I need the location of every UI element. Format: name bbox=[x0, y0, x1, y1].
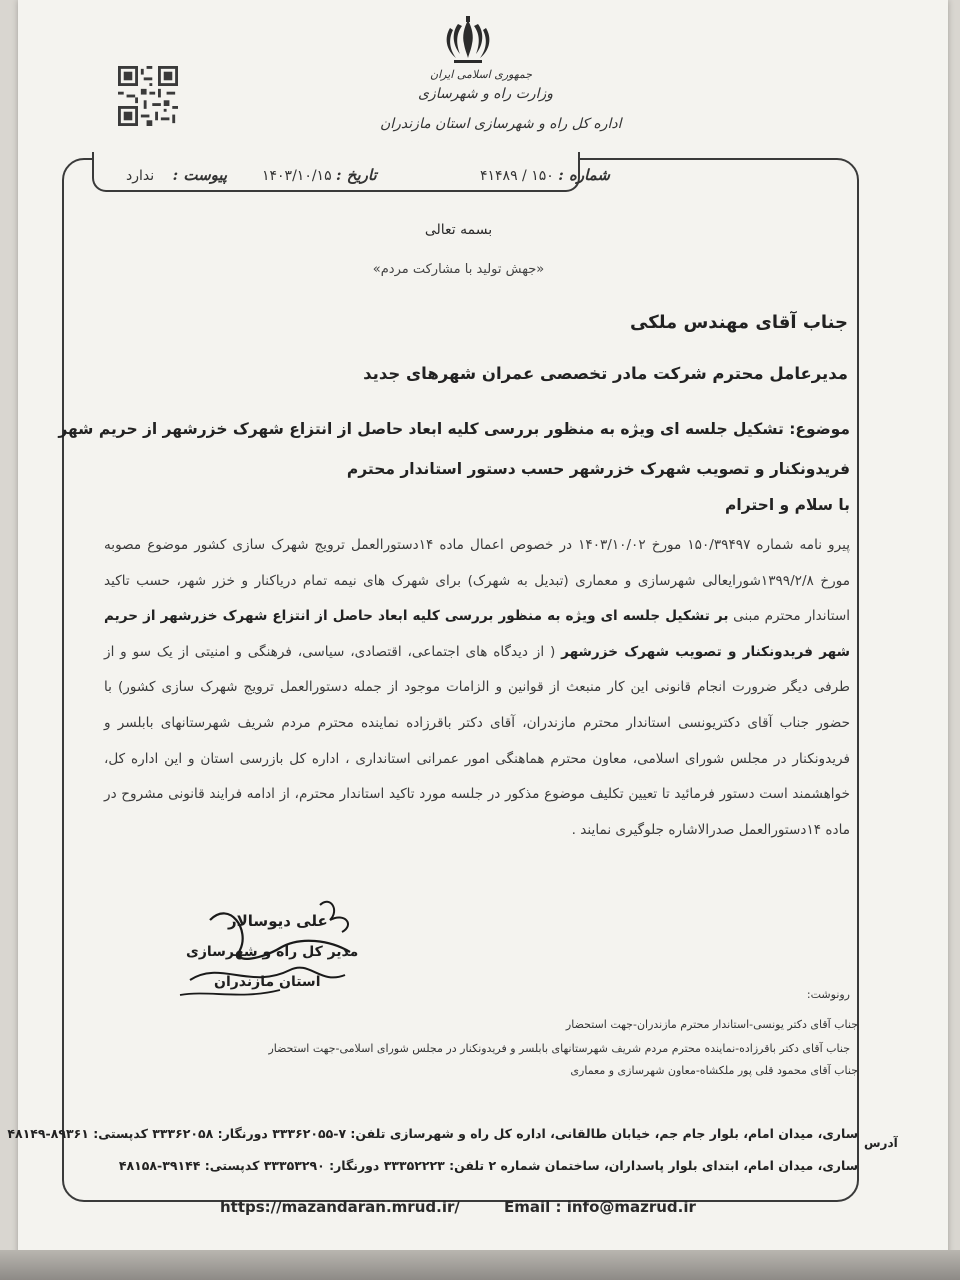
signer-title-2: استان مازندران bbox=[214, 974, 321, 990]
body-part-1: پیرو نامه شماره ۱۵۰/۳۹۴۹۷ مورخ ۱۴۰۳/۱۰/۰۲ در خصوص اعمال ماده ۱۴دستورالعمل ترویج شهرک سازی کشور موضوع مصوبه مورخ ۱۳۹۹/۲/۸شورایعالی شهرسازی و معماری (تبدیل به شهرک) برای شهرک های نیمه تمام دریاکنار و خزر شهر، حسب تاکید استاندار محترم مبنی bbox=[104, 537, 851, 625]
body-bold: بر تشکیل جلسه ای ویژه به منظور بررسی کلیه ابعاد حاصل از انتزاع شهرک خزرشهر از حریم شهر فریدونکنار و تصویب شهرک خزرشهر bbox=[104, 608, 850, 660]
number-value: ۱۵۰ / ۴۱۴۸۹ bbox=[480, 168, 554, 184]
letter-body bbox=[104, 528, 850, 848]
number-label: شماره : bbox=[558, 166, 610, 184]
attachment-value: ندارد bbox=[126, 168, 155, 184]
subject-line-2: فریدونکنار و تصویب شهرک خزرشهر حسب دستور استاندار محترم bbox=[346, 460, 850, 478]
subject-line-1: موضوع: تشکیل جلسه ای ویژه به منظور بررسی کلیه ابعاد حاصل از انتزاع شهرک خزرشهر از حریم شهر bbox=[58, 420, 850, 438]
address-label: آدرس bbox=[864, 1136, 898, 1150]
meta-number bbox=[480, 166, 610, 184]
addressee-title: مدیرعامل محترم شرکت مادر تخصصی عمران شهرهای جدید bbox=[363, 364, 848, 383]
meta-attachment bbox=[126, 166, 227, 184]
header-country: جمهوری اسلامی ایران bbox=[430, 68, 533, 81]
meta-date bbox=[262, 166, 377, 184]
header-ministry: وزارت راه و شهرسازی bbox=[418, 86, 554, 102]
attachment-label: پیوست : bbox=[172, 166, 228, 184]
email-link[interactable]: Email : info@mazrud.ir bbox=[504, 1198, 696, 1216]
background-edge bbox=[0, 1250, 960, 1280]
address-line-2: ساری، میدان امام، ابتدای بلوار پاسداران، ساختمان شماره ۲ تلفن: ۳۳۳۵۲۲۲۳ دورنگار: ۳۳۳۵۳۲۹۰ کدپستی: ۳۹۱۴۴-۴۸۱۵۸ bbox=[118, 1158, 858, 1173]
cc-item: جناب آقای دکتر یونسی-استاندار محترم مازندران-جهت استحضار bbox=[565, 1018, 858, 1031]
slogan: «جهش تولید با مشارکت مردم» bbox=[372, 262, 545, 277]
date-label: تاریخ : bbox=[336, 166, 377, 184]
greeting: با سلام و احترام bbox=[725, 496, 850, 514]
date-value: ۱۴۰۳/۱۰/۱۵ bbox=[262, 168, 332, 184]
basmala: بسمه تعالی bbox=[424, 222, 493, 238]
body-part-2: ( از دیدگاه های اجتماعی، اقتصادی، سیاسی، فرهنگی و امنیتی از یک سو و از طرفی دیگر ضرورت انجام قانونی این کار منبعث از قوانین و الزامات موجود از جمله دستورالعمل ترویج شهرک سازی کشور) با حضور جناب آقای دکتریونسی استاندار محترم مازندران، آقای دکتر باقرزاده نماینده محترم مردم شریف شهرستانهای بابلسر و فریدونکنار در مجلس شورای اسلامی، معاون محترم هماهنگی امور عمرانی استانداری ، اداره کل بازرسی استان و این اداره کل، خواهشمند است دستور فرمائید تا تعیین تکلیف موضوع مذکور در جلسه مورد تاکید استاندار محترم، از ادامه فرایند قانونی مشروح در ماده ۱۴دستورالعمل صدرالاشاره جلوگیری نمایند . bbox=[104, 643, 850, 838]
header-office: اداره کل راه و شهرسازی استان مازندران bbox=[380, 116, 622, 132]
signer-name: علی دیوسالار bbox=[228, 912, 328, 930]
signer-title-1: مدیر کل راه و شهرسازی bbox=[186, 944, 359, 960]
cc-item: جناب آقای محمود قلی پور ملکشاه-معاون شهرسازی و معماری bbox=[570, 1064, 858, 1077]
address-line-1: ساری، میدان امام، بلوار جام جم، خیابان طالقانی، اداره کل راه و شهرسازی تلفن: ۷-۳۳۳۶۲۰۵۵ دورنگار: ۳۳۳۶۲۰۵۸ کدپستی: ۸۹۳۶۱-۴۸۱۴۹ bbox=[7, 1126, 858, 1141]
website-link[interactable]: https://mazandaran.mrud.ir/ bbox=[220, 1198, 460, 1216]
addressee-name: جناب آقای مهندس ملکی bbox=[630, 312, 848, 333]
cc-item: جناب آقای دکتر باقرزاده-نماینده محترم مردم شریف شهرستانهای بابلسر و فریدونکنار در مجلس شورای اسلامی-جهت استحضار bbox=[268, 1042, 850, 1055]
iran-emblem-icon bbox=[440, 14, 496, 66]
qr-code-icon bbox=[118, 66, 178, 126]
cc-heading: رونوشت: bbox=[806, 988, 850, 1001]
